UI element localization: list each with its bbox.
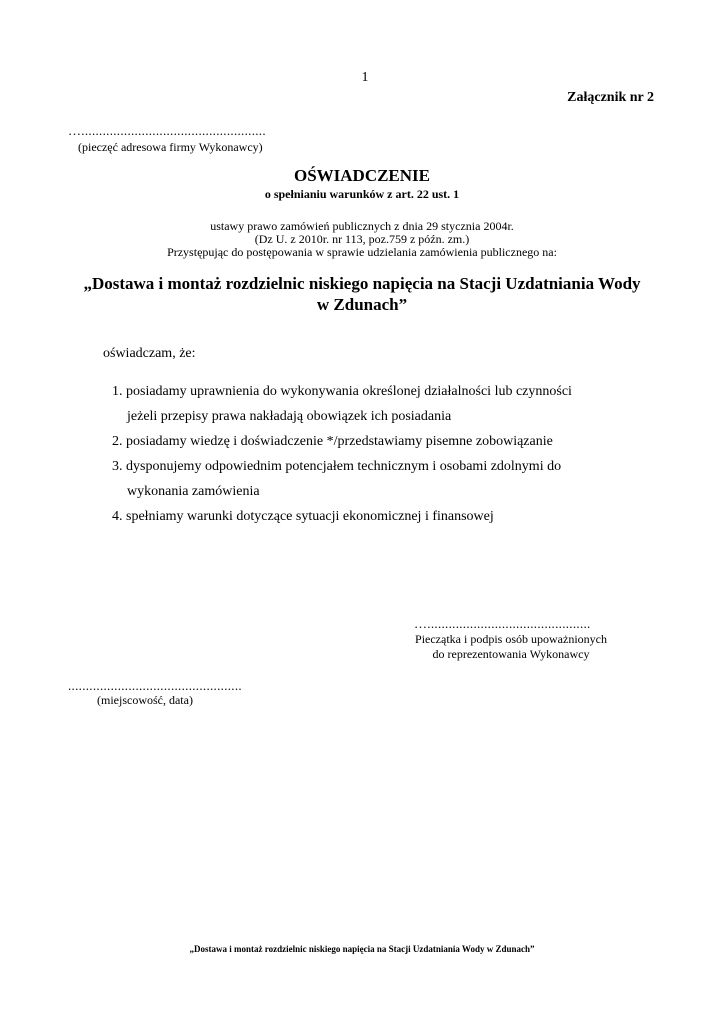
project-title-line: „Dostawa i montaż rozdzielnic niskiego napięcia na Stacji Uzdatniania Wody — [83, 274, 641, 293]
page-number: 1 — [361, 70, 369, 85]
signature-dots: ….............................................. — [414, 616, 591, 631]
project-title — [0, 273, 724, 315]
list-item: 2. posiadamy wiedzę i doświadczenie */przedstawiamy pisemne zobowiązanie — [112, 434, 553, 449]
signature-caption-line: do reprezentowania Wykonawcy — [432, 647, 590, 661]
firm-stamp-dots: ….................................................... — [68, 123, 266, 138]
list-item: 1. posiadamy uprawnienia do wykonywania określonej działalności lub czynności — [112, 384, 572, 399]
list-item-continuation: wykonania zamówienia — [127, 484, 260, 499]
law-line: ustawy prawo zamówień publicznych z dnia 29 stycznia 2004r. — [210, 219, 514, 233]
law-line: (Dz U. z 2010r. nr 113, poz.759 z późn. zm.) — [254, 232, 470, 246]
list-item: 3. dysponujemy odpowiednim potencjałem technicznym i osobami zdolnymi do — [112, 459, 562, 474]
page-footer: „Dostawa i montaż rozdzielnic niskiego napięcia na Stacji Uzdatniania Wody w Zdunach” — [189, 944, 535, 954]
project-title-line: w Zdunach” — [316, 295, 408, 314]
law-line: Przystępując do postępowania w sprawie udzielania zamówienia publicznego na: — [167, 245, 557, 259]
document-subtitle: o spełnianiu warunków z art. 22 ust. 1 — [264, 187, 460, 201]
firm-stamp-caption: (pieczęć adresowa firmy Wykonawcy) — [78, 140, 263, 154]
signature-caption — [400, 632, 622, 662]
annex-label: Załącznik nr 2 — [567, 90, 654, 105]
list-item-continuation: jeżeli przepisy prawa nakładają obowiązek ich posiadania — [127, 409, 452, 424]
law-reference — [0, 220, 724, 259]
declare-label: oświadczam, że: — [103, 346, 196, 361]
conditions-list — [112, 379, 572, 529]
place-date-dots: ................................................. — [68, 678, 242, 693]
list-item: 4. spełniamy warunki dotyczące sytuacji ekonomicznej i finansowej — [112, 509, 494, 524]
place-date-caption: (miejscowość, data) — [97, 693, 193, 707]
document-title: OŚWIADCZENIE — [293, 166, 431, 185]
signature-caption-line: Pieczątka i podpis osób upoważnionych — [415, 632, 607, 646]
